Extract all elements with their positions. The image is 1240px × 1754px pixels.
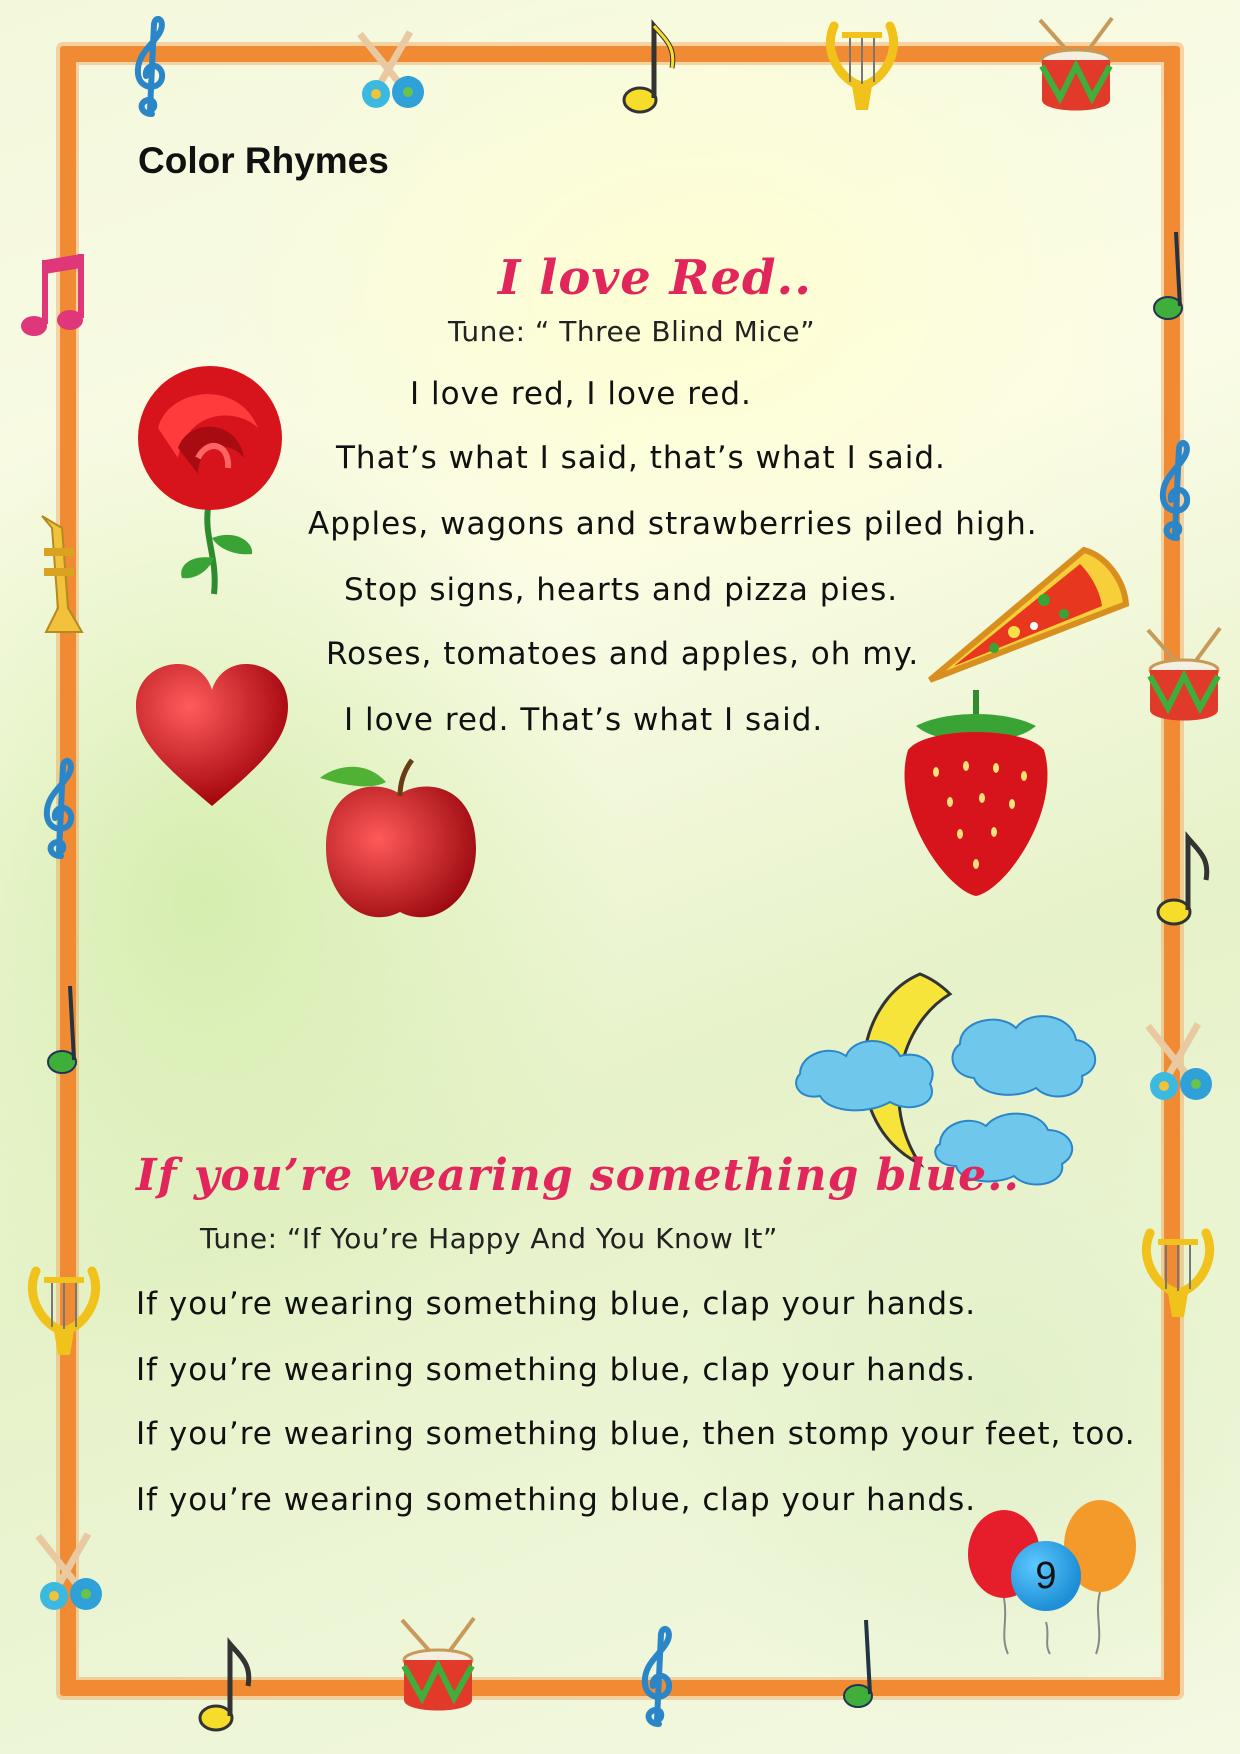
rhyme1-tune: Tune: “ Three Blind Mice” — [448, 315, 816, 348]
maracas-icon — [28, 1526, 108, 1616]
strawberry-icon — [886, 680, 1066, 900]
drum-icon — [1138, 626, 1228, 726]
music-note-icon — [1150, 226, 1194, 326]
rhyme2-line: If you’re wearing something blue, clap your hands. — [136, 1286, 977, 1322]
treble-clef-icon — [130, 14, 170, 124]
lyre-icon — [24, 1254, 104, 1364]
rhyme2-line: If you’re wearing something blue, clap your hands. — [136, 1482, 977, 1518]
rhyme1-title: I love Red.. — [498, 250, 812, 306]
section-heading: Color Rhymes — [138, 140, 389, 181]
rhyme2-tune: Tune: “If You’re Happy And You Know It” — [200, 1222, 778, 1255]
rhyme2-line: If you’re wearing something blue, clap your hands. — [136, 1352, 977, 1388]
rose-icon — [118, 358, 308, 598]
rhyme2-title: If you’re wearing something blue.. — [136, 1150, 1020, 1201]
pizza-icon — [924, 540, 1134, 690]
rhyme2-line: If you’re wearing something blue, then stomp your feet, too. — [136, 1416, 1136, 1452]
apple-icon — [316, 752, 486, 932]
maracas-icon — [1138, 1016, 1218, 1106]
music-note-icon — [196, 1636, 256, 1736]
music-note-icon — [1154, 830, 1214, 930]
rhyme1-line: Apples, wagons and strawberries piled high. — [308, 506, 1038, 542]
maracas-icon — [350, 24, 430, 114]
trumpet-icon — [22, 508, 92, 638]
rhyme1-line: I love red. That’s what I said. — [344, 702, 824, 738]
rhyme1-line: I love red, I love red. — [410, 376, 752, 412]
music-note-icon — [840, 1614, 884, 1714]
music-note-icon — [44, 980, 88, 1080]
lyre-icon — [822, 12, 902, 116]
rhyme1-line: Stop signs, hearts and pizza pies. — [344, 572, 899, 608]
page-number-balloon: 9 — [1011, 1541, 1081, 1611]
lyre-icon — [1138, 1216, 1218, 1326]
music-note-icon — [18, 246, 88, 346]
drum-icon — [392, 1616, 482, 1716]
drum-icon — [1030, 16, 1120, 116]
treble-clef-icon — [34, 756, 84, 866]
heart-icon — [132, 660, 292, 810]
treble-clef-icon — [1150, 438, 1200, 548]
rhyme1-line: That’s what I said, that’s what I said. — [336, 440, 946, 476]
music-note-icon — [620, 18, 680, 118]
rhyme1-line: Roses, tomatoes and apples, oh my. — [326, 636, 920, 672]
treble-clef-icon — [632, 1624, 682, 1734]
